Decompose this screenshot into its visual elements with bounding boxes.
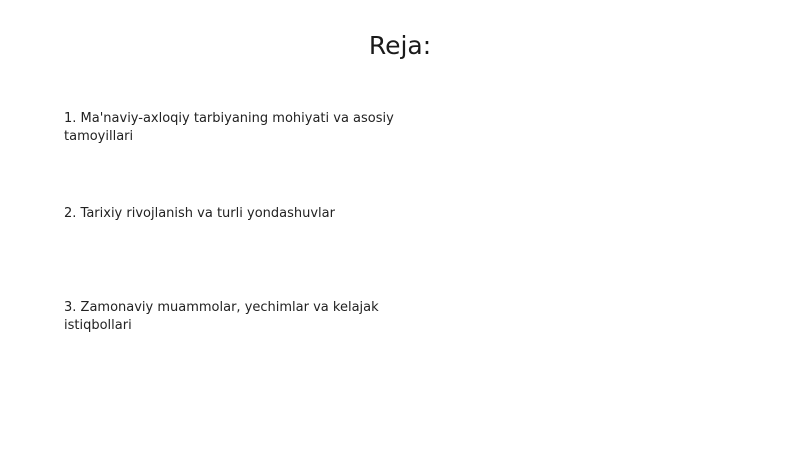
plan-item-1: 1. Ma'naviy-axloqiy tarbiyaning mohiyati va asosiy tamoyillari [64,111,394,144]
plan-item-2: 2. Tarixiy rivojlanish va turli yondashuvlar [64,206,335,221]
plan-item-3: 3. Zamonaviy muammolar, yechimlar va kelajak istiqbollari [64,300,379,333]
slide-title: Reja: [368,31,432,60]
